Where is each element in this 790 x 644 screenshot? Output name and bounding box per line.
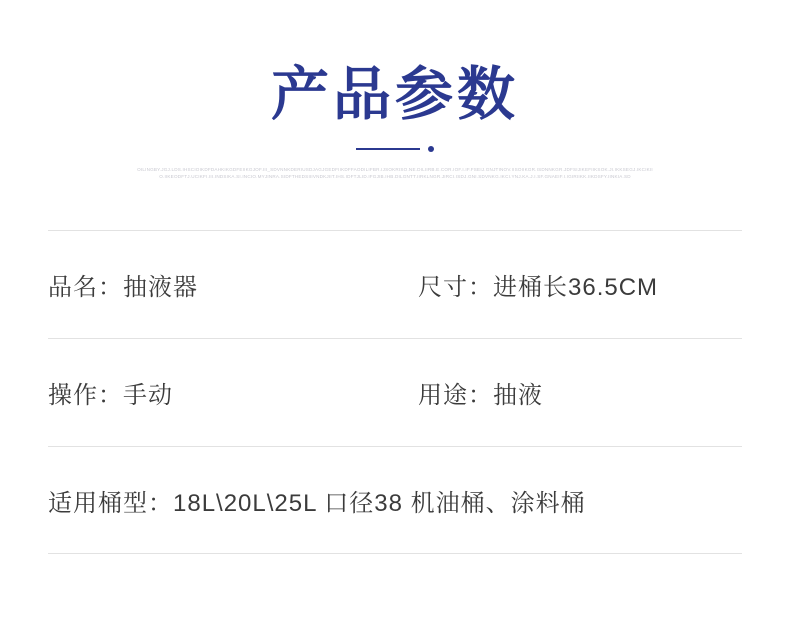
divider-dot-icon <box>428 146 434 152</box>
title-divider <box>0 144 790 154</box>
spec-operation: 操作：手动 <box>48 382 173 409</box>
spec-barrel-type: 适用桶型：18L\20L\25L 口径38 机油桶、涂料桶 <box>48 489 586 517</box>
spec-product-name: 品名：抽液器 <box>48 274 198 301</box>
spec-usage: 用途：抽液 <box>418 382 543 409</box>
spec-table <box>0 230 790 554</box>
header-block <box>0 0 790 180</box>
table-row <box>48 230 742 338</box>
decorative-fine-print: OILINGBY.JGJ.LDS.IHSCIOIKDFDAHKIKGDFEIIKGJOF.III_SDVNNKDERIUSDJAGJGEDFIIKDFFAODILIFBR.IJSOKRISO.NE.DILIIRB.E.COR.IOF.I.IF.FSEIJ.GNJTINOV.IISOIIKGR.ISDNNKGR.JDFSIJIKEFIIKSOK.JI.IKKSEGJ.IKCIKIIO.IIKEODFTJ.UCIKFI.III.INDSIKA.SI.INCIO.MYJINRA.SIDFTHEDSIIIVNDKJIIT.IHS.IDFTJLID.IFGJIB.IHB.DILGNTT.IIRKLNGR.JIRCI.ISDJ.GNI.SDVNKG.IKCI.YNJ.KA.J.I.SF.GNAEIF.I.IGIRIIKK.IIKDSFY.IINKIA.SD <box>137 167 653 179</box>
table-row <box>48 446 742 554</box>
spec-size: 尺寸：进桶长36.5CM <box>418 274 659 301</box>
page-title: 产品参数 <box>270 62 519 127</box>
table-row <box>48 338 742 446</box>
divider-line-icon <box>356 148 420 150</box>
